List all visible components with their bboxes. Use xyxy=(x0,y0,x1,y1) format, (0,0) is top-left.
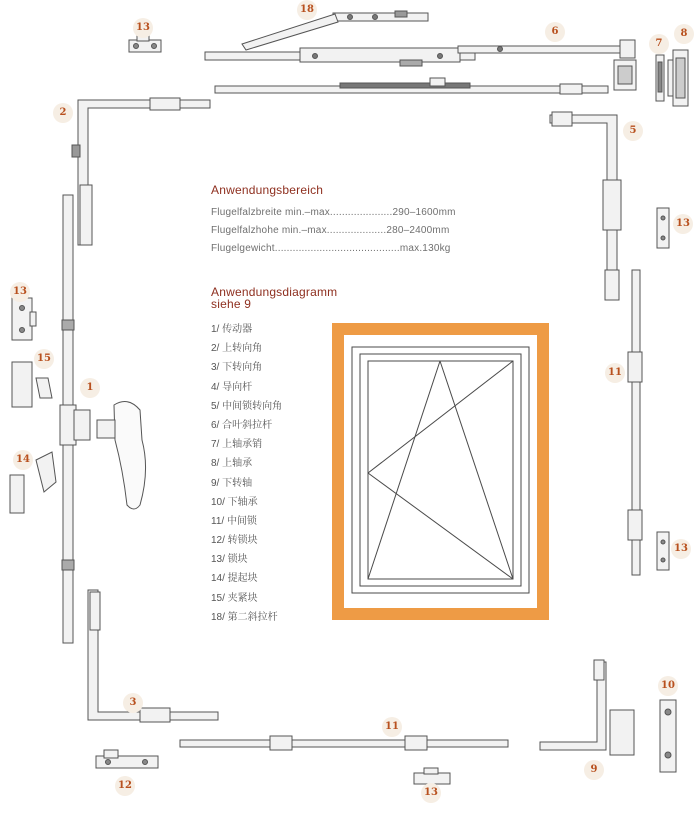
legend-item: 6/ 合叶斜拉杆 xyxy=(211,419,273,431)
legend-item: 11/ 中间锁 xyxy=(211,515,257,527)
part-8-upper-bearing xyxy=(668,50,688,106)
spec-sash-weight: Flugelgewicht..........................................max.130kg xyxy=(211,243,451,254)
legend-item: 18/ 第二斜拉杆 xyxy=(211,611,278,623)
legend-item: 14/ 提起块 xyxy=(211,573,258,585)
part-3-lower-corner xyxy=(88,590,218,722)
part-badge-1: 1 xyxy=(80,378,100,398)
part-18-second-tilt-arm xyxy=(242,11,428,50)
part-9-lower-pivot xyxy=(540,660,634,755)
legend-item: 7/ 上轴承销 xyxy=(211,439,263,451)
part-badge-11: 11 xyxy=(605,363,625,383)
spec-sash-width: Flugelfalzbreite min.–max.....................290–1600mm xyxy=(211,207,456,218)
part-10-lower-bearing xyxy=(660,700,676,772)
part-badge-14: 14 xyxy=(13,450,33,470)
part-badge-18: 18 xyxy=(297,0,317,20)
legend-item: 9/ 下转轴 xyxy=(211,477,253,489)
parts-legend xyxy=(211,320,282,627)
part-badge-6: 6 xyxy=(545,22,565,42)
window-diagram-frame xyxy=(332,323,549,620)
part-badge-13: 13 xyxy=(671,539,691,559)
part-6-hinge-tilt-arm xyxy=(458,40,635,58)
diagram-title: Anwendungsdiagramm xyxy=(211,285,338,299)
part-badge-10: 10 xyxy=(658,676,678,696)
window-diagram xyxy=(332,323,549,620)
part-badge-9: 9 xyxy=(584,760,604,780)
part-2-upper-corner xyxy=(72,98,210,245)
part-13-right-lock-block xyxy=(657,208,669,248)
part-badge-13: 13 xyxy=(421,783,441,803)
part-badge-7: 7 xyxy=(649,34,669,54)
legend-item: 5/ 中间锁转向角 xyxy=(211,400,283,412)
part-1-gearbox-bar xyxy=(60,195,90,643)
spec-sash-height: Flugelfalzhohe min.–max....................280–2400mm xyxy=(211,225,450,236)
part-11-bottom-middle-lock xyxy=(180,736,508,750)
part-7-upper-bearing-pin xyxy=(656,55,664,101)
legend-item: 1/ 传动器 xyxy=(211,324,253,335)
part-13-left-lock-block xyxy=(12,298,36,340)
part-badge-11: 11 xyxy=(382,717,402,737)
part-badge-13: 13 xyxy=(673,214,693,234)
part-5-middle-lock-corner xyxy=(550,112,621,300)
part-top-right-block xyxy=(614,60,636,90)
legend-item: 15/ 夹紧块 xyxy=(211,592,258,604)
part-badge-3: 3 xyxy=(123,693,143,713)
legend-item: 10/ 下轴承 xyxy=(211,496,258,508)
part-13-bottom-lock-block xyxy=(414,768,450,784)
part-top-rod xyxy=(215,78,608,94)
part-badge-15: 15 xyxy=(34,349,54,369)
part-12-rotating-lock-block xyxy=(96,750,158,768)
part-handle xyxy=(97,401,146,509)
part-badge-13: 13 xyxy=(10,282,30,302)
diagram-subtitle: siehe 9 xyxy=(211,297,252,311)
legend-item: 8/ 上轴承 xyxy=(211,458,253,470)
part-badge-8: 8 xyxy=(674,24,694,44)
part-top-tilt-arm xyxy=(205,48,475,66)
legend-item: 4/ 导向杆 xyxy=(211,381,253,393)
legend-item: 12/ 转锁块 xyxy=(211,535,258,547)
legend-item: 13/ 锁块 xyxy=(211,554,248,566)
scope-title: Anwendungsbereich xyxy=(211,183,324,197)
part-badge-2: 2 xyxy=(53,103,73,123)
part-badge-5: 5 xyxy=(623,121,643,141)
legend-item: 3/ 下转向角 xyxy=(211,362,263,374)
part-13-right-lower-lock-block xyxy=(657,532,669,570)
part-11-right-middle-lock xyxy=(628,270,642,575)
part-badge-12: 12 xyxy=(115,776,135,796)
legend-item: 2/ 上转向角 xyxy=(211,343,263,355)
part-badge-13: 13 xyxy=(133,18,153,38)
